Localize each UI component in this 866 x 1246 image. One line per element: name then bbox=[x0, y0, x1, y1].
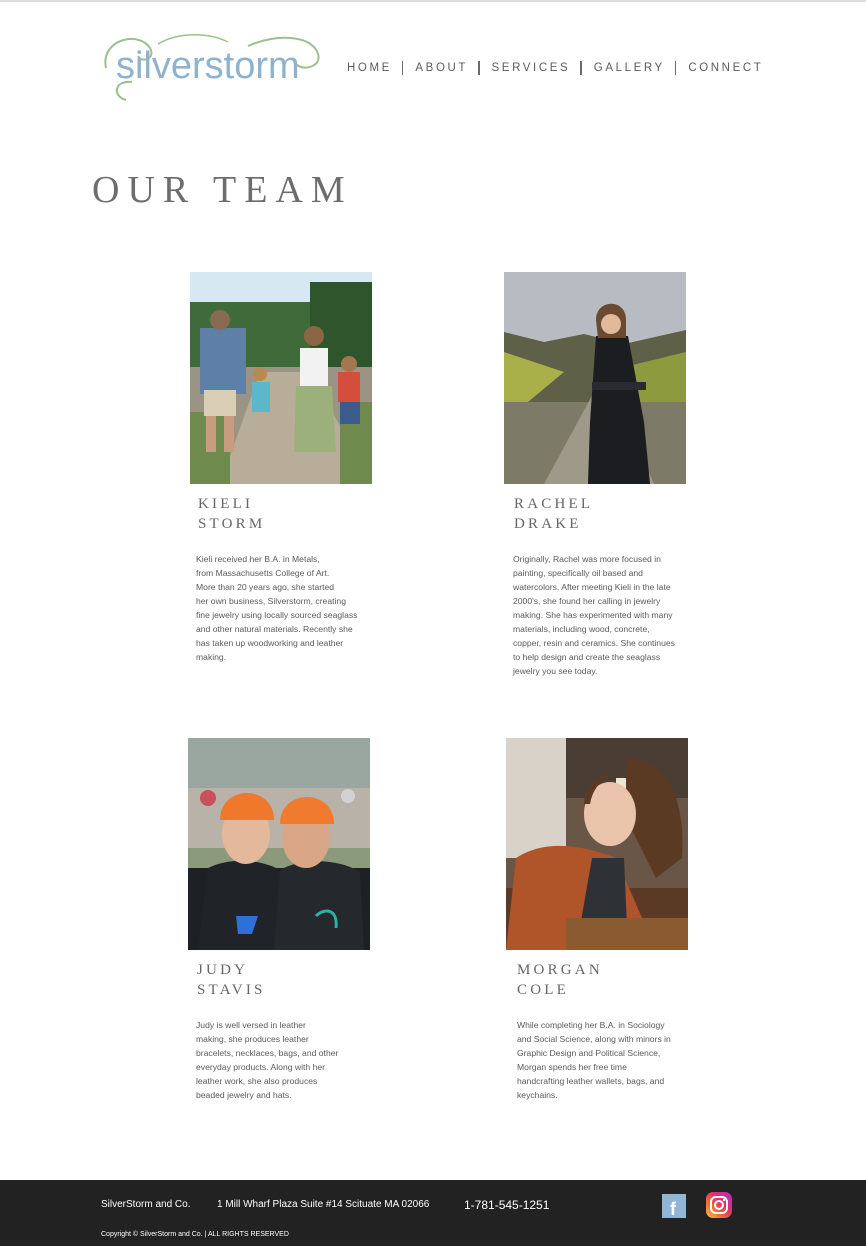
nav-home[interactable]: HOME bbox=[347, 62, 392, 74]
bio-line: More than 20 years ago, she started bbox=[196, 582, 335, 592]
bio-line: her own business, Silverstorm, creating bbox=[196, 596, 346, 606]
footer-copyright: Copyright © SilverStorm and Co. | ALL RIGHTS RESERVED bbox=[101, 1231, 289, 1238]
member-bio bbox=[517, 1018, 697, 1102]
bio-line: jewelry you see today. bbox=[513, 666, 598, 676]
member-first-name: JUDY bbox=[197, 962, 249, 978]
logo-text: silverstorm bbox=[116, 45, 300, 87]
silverstorm-logo[interactable] bbox=[98, 30, 322, 104]
page-title: OUR TEAM bbox=[92, 169, 353, 211]
woman-in-valley-photo bbox=[504, 272, 686, 484]
bio-line: bracelets, necklaces, bags, and other bbox=[196, 1048, 339, 1058]
member-bio bbox=[513, 552, 693, 678]
bio-line: painting, specifically oil based and bbox=[513, 568, 643, 578]
instagram-icon[interactable] bbox=[706, 1192, 732, 1218]
bio-line: Kieli received her B.A. in Metals, bbox=[196, 554, 320, 564]
bio-line: watercolors. After meeting Kieli in the late bbox=[513, 582, 671, 592]
member-name bbox=[197, 960, 376, 1000]
bio-line: Originally, Rachel was more focused in bbox=[513, 554, 661, 564]
member-last-name: DRAKE bbox=[514, 516, 582, 532]
bio-line: has taken up woodworking and leather bbox=[196, 638, 344, 648]
bio-line: fine jewelry using locally sourced seaglass bbox=[196, 610, 358, 620]
nav-services[interactable]: SERVICES bbox=[491, 62, 571, 74]
member-last-name: COLE bbox=[517, 982, 569, 998]
bio-line: Graphic Design and Political Science, bbox=[517, 1048, 661, 1058]
facebook-glyph: f bbox=[670, 1199, 676, 1218]
family-walking-photo bbox=[190, 272, 372, 484]
nav-connect[interactable]: CONNECT bbox=[688, 62, 764, 74]
bio-line: from Massachusetts College of Art. bbox=[196, 568, 330, 578]
site-footer bbox=[0, 1180, 866, 1246]
bio-line: Morgan spends her free time bbox=[517, 1062, 627, 1072]
team-card-judy bbox=[188, 738, 376, 1102]
bio-line: 2000's, she found her calling in jewelry bbox=[513, 596, 661, 606]
footer-company: SilverStorm and Co. bbox=[101, 1199, 191, 1210]
bio-line: making, she produces leather bbox=[196, 1034, 309, 1044]
nav-separator bbox=[402, 61, 404, 75]
bio-line: copper, resin and ceramics. She continues bbox=[513, 638, 675, 648]
bio-line: leather work, she also produces bbox=[196, 1076, 318, 1086]
member-name bbox=[514, 494, 693, 534]
member-name bbox=[517, 960, 697, 1000]
team-card-rachel bbox=[504, 272, 693, 678]
bio-line: While completing her B.A. in Sociology bbox=[517, 1020, 665, 1030]
nav-about[interactable]: ABOUT bbox=[415, 62, 469, 74]
woman-in-cafe-photo bbox=[506, 738, 688, 950]
top-divider bbox=[0, 0, 866, 2]
main-nav bbox=[347, 58, 763, 78]
member-first-name: RACHEL bbox=[514, 496, 594, 512]
footer-phone[interactable]: 1-781-545-1251 bbox=[464, 1198, 550, 1212]
footer-address: 1 Mill Wharf Plaza Suite #14 Scituate MA 02066 bbox=[217, 1199, 430, 1210]
nav-separator bbox=[675, 61, 677, 75]
member-last-name: STORM bbox=[198, 516, 266, 532]
member-first-name: MORGAN bbox=[517, 962, 603, 978]
bio-line: handcrafting leather wallets, bags, and bbox=[517, 1076, 665, 1086]
bio-line: and Social Science, along with minors in bbox=[517, 1034, 671, 1044]
facebook-icon[interactable] bbox=[662, 1194, 686, 1218]
nav-separator bbox=[478, 61, 480, 75]
nav-separator bbox=[580, 61, 582, 75]
team-card-kieli bbox=[190, 272, 376, 664]
bio-line: and other natural materials. Recently she bbox=[196, 624, 353, 634]
member-first-name: KIELI bbox=[198, 496, 254, 512]
bio-line: making. She has experimented with many bbox=[513, 610, 673, 620]
member-name bbox=[198, 494, 376, 534]
nav-gallery[interactable]: GALLERY bbox=[593, 62, 665, 74]
member-last-name: STAVIS bbox=[197, 982, 266, 998]
member-bio bbox=[196, 1018, 376, 1102]
bio-line: materials, including wood, concrete, bbox=[513, 624, 650, 634]
member-bio bbox=[196, 552, 376, 664]
bio-line: to help design and create the seaglass bbox=[513, 652, 661, 662]
bio-line: Judy is well versed in leather bbox=[196, 1020, 306, 1030]
bio-line: keychains. bbox=[517, 1090, 558, 1100]
swimmers-photo bbox=[188, 738, 370, 950]
bio-line: making. bbox=[196, 652, 227, 662]
team-card-morgan bbox=[506, 738, 697, 1102]
bio-line: beaded jewelry and hats. bbox=[196, 1090, 292, 1100]
bio-line: everyday products. Along with her bbox=[196, 1062, 325, 1072]
